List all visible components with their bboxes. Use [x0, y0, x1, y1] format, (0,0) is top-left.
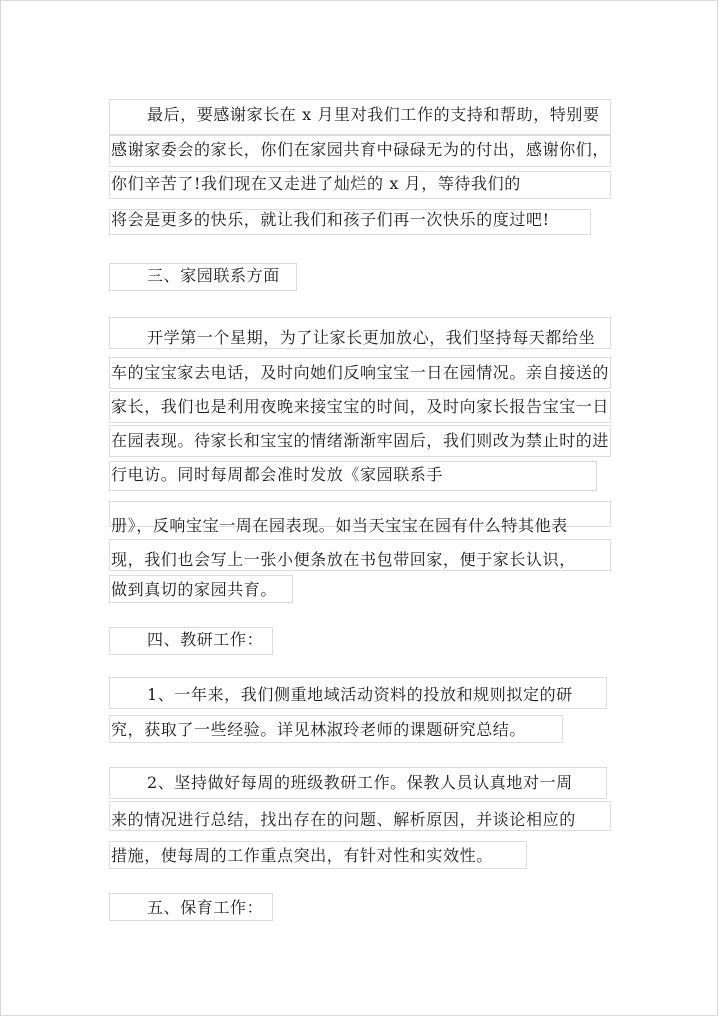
text-line: 最后，要感谢家长在 x 月里对我们工作的支持和帮助，特别要 — [147, 105, 600, 124]
text-line: 现，我们也会写上一张小便条放在书包带回家，便于家长认识， — [111, 550, 576, 569]
text-line: 册》，反响宝宝一周在园表现。如当天宝宝在园有什么特其他表 — [111, 516, 568, 535]
text-line: 车的宝宝家去电话，及时向她们反响宝宝一日在园情况。亲自接送的 — [111, 363, 610, 382]
section-heading: 五、保育工作： — [147, 898, 264, 917]
text-line: 行电访。同时每周都会准时发放《家园联系手 — [111, 465, 444, 484]
text-line: 做到真切的家园共育。 — [111, 580, 278, 599]
text-line: 你们辛苦了!我们现在又走进了灿烂的 x 月，等待我们的 — [111, 174, 521, 193]
text-line: 措施，使每周的工作重点突出，有针对性和实效性。 — [111, 846, 493, 865]
text-line: 究，获取了一些经验。详见林淑玲老师的课题研究总结。 — [111, 720, 527, 739]
section-heading: 四、教研工作： — [147, 630, 264, 649]
text-line: 来的情况进行总结，找出存在的问题、解析原因，并谈论相应的 — [111, 810, 576, 829]
text-line: 家长，我们也是利用夜晚来接宝宝的时间，及时向家长报告宝宝一日 — [111, 397, 610, 416]
section-heading: 三、家园联系方面 — [147, 266, 280, 285]
text-line: 将会是更多的快乐，就让我们和孩子们再一次快乐的度过吧! — [111, 210, 550, 229]
text-line: 感谢家委会的家长，你们在家园共育中碌碌无为的付出，感谢你们， — [111, 140, 610, 159]
text-line: 开学第一个星期，为了让家长更加放心，我们坚持每天都给坐 — [147, 328, 596, 347]
text-line: 1、一年来，我们侧重地域活动资料的投放和规则拟定的研 — [147, 685, 573, 704]
text-line: 在园表现。待家长和宝宝的情绪渐渐牢固后，我们则改为禁止时的进 — [111, 431, 610, 450]
text-line: 2、坚持做好每周的班级教研工作。保教人员认真地对一周 — [147, 773, 573, 792]
